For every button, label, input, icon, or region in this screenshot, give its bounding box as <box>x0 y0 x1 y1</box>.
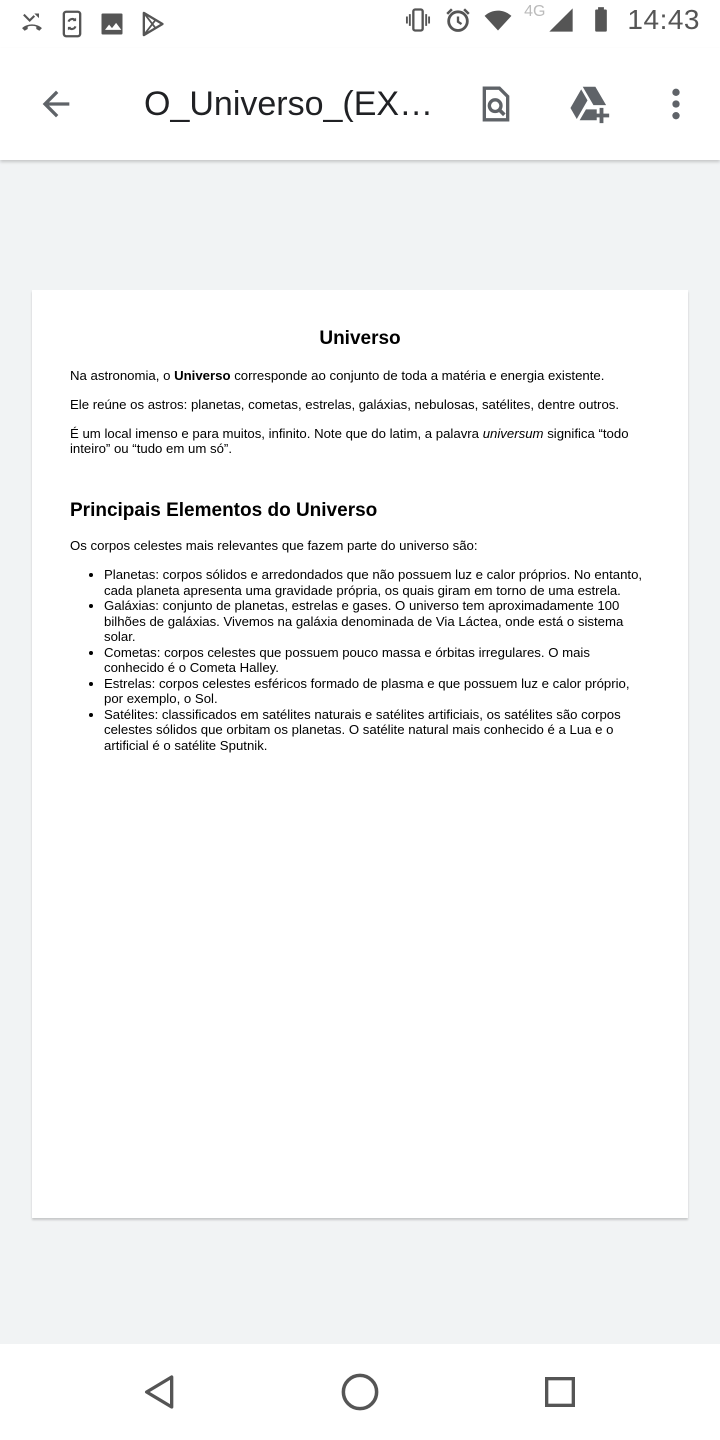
nav-back-button[interactable] <box>136 1368 184 1416</box>
home-circle-icon <box>339 1371 381 1413</box>
battery-icon <box>587 4 615 36</box>
elements-list <box>70 567 650 753</box>
intro-paragraph-2: Ele reúne os astros: planetas, cometas, estrelas, galáxias, nebulosas, satélites, dentre outros. <box>70 397 620 412</box>
document-content <box>70 328 650 753</box>
app-bar <box>0 48 720 160</box>
list-item: • Galáxias: conjunto de planetas, estrelas e gases. O universo tem aproximadamente 100 bilhões de galáxias. Vivemos na galáxia denominada de Via Láctea, onde está o sistema solar. <box>104 598 650 645</box>
list-item: • Planetas: corpos sólidos e arredondados que não possuem luz e calor próprios. No entanto, cada planeta apresenta uma gravidade própria, os quais giram em torno de uma estrela. <box>104 567 650 598</box>
play-store-icon <box>138 8 166 40</box>
more-vert-icon <box>656 84 696 124</box>
list-item: • Satélites: classificados em satélites naturais e satélites artificiais, os satélites são corpos celestes sólidos que orbitam os planetas. O satélite natural mais conhecido é a Lua e o artificial é o satélite Sputnik. <box>104 707 650 754</box>
vibrate-icon <box>404 4 432 36</box>
nav-recents-button[interactable] <box>536 1368 584 1416</box>
status-bar <box>0 0 720 48</box>
find-in-page-button[interactable] <box>468 76 524 132</box>
status-clock: 14:43 <box>627 4 700 35</box>
more-options-button[interactable] <box>648 76 704 132</box>
document-page[interactable] <box>32 290 688 1218</box>
recents-square-icon <box>540 1372 580 1412</box>
back-arrow-icon <box>36 84 76 124</box>
back-triangle-icon <box>140 1372 180 1412</box>
intro-paragraph-1: Na astronomia, o Universo corresponde ao conjunto de toda a matéria e energia existente. <box>70 368 605 383</box>
sync-phone-icon <box>58 8 86 40</box>
bold-term: Universo <box>174 368 231 383</box>
missed-call-icon <box>18 8 46 40</box>
image-icon <box>98 8 126 40</box>
add-to-drive-button[interactable] <box>562 76 618 132</box>
wifi-icon <box>484 4 512 36</box>
add-to-drive-icon <box>567 81 613 127</box>
back-arrow-button[interactable] <box>30 78 82 130</box>
find-in-page-icon <box>476 84 516 124</box>
signal-icon <box>547 4 575 36</box>
list-item: • Cometas: corpos celestes que possuem pouco massa e órbitas irregulares. O mais conhecido é o Cometa Halley. <box>104 645 650 676</box>
doc-heading: Universo <box>319 328 401 349</box>
section-heading: Principais Elementos do Universo <box>70 500 378 521</box>
intro-paragraph-3: É um local imenso e para muitos, infinito. Note que do latim, a palavra universum significa “todo inteiro” ou “tudo em um só”. <box>70 426 629 456</box>
document-title: O_Universo_(EX… <box>144 85 434 123</box>
italic-term: universum <box>482 426 544 441</box>
section-intro: Os corpos celestes mais relevantes que fazem parte do universo são: <box>70 538 478 553</box>
network-type-label: 4G <box>524 3 546 20</box>
alarm-icon <box>444 4 472 36</box>
list-item: • Estrelas: corpos celestes esféricos formado de plasma e que possuem luz e calor próprio, por exemplo, o Sol. <box>104 676 650 707</box>
system-navigation-bar <box>0 1344 720 1440</box>
nav-home-button[interactable] <box>336 1368 384 1416</box>
